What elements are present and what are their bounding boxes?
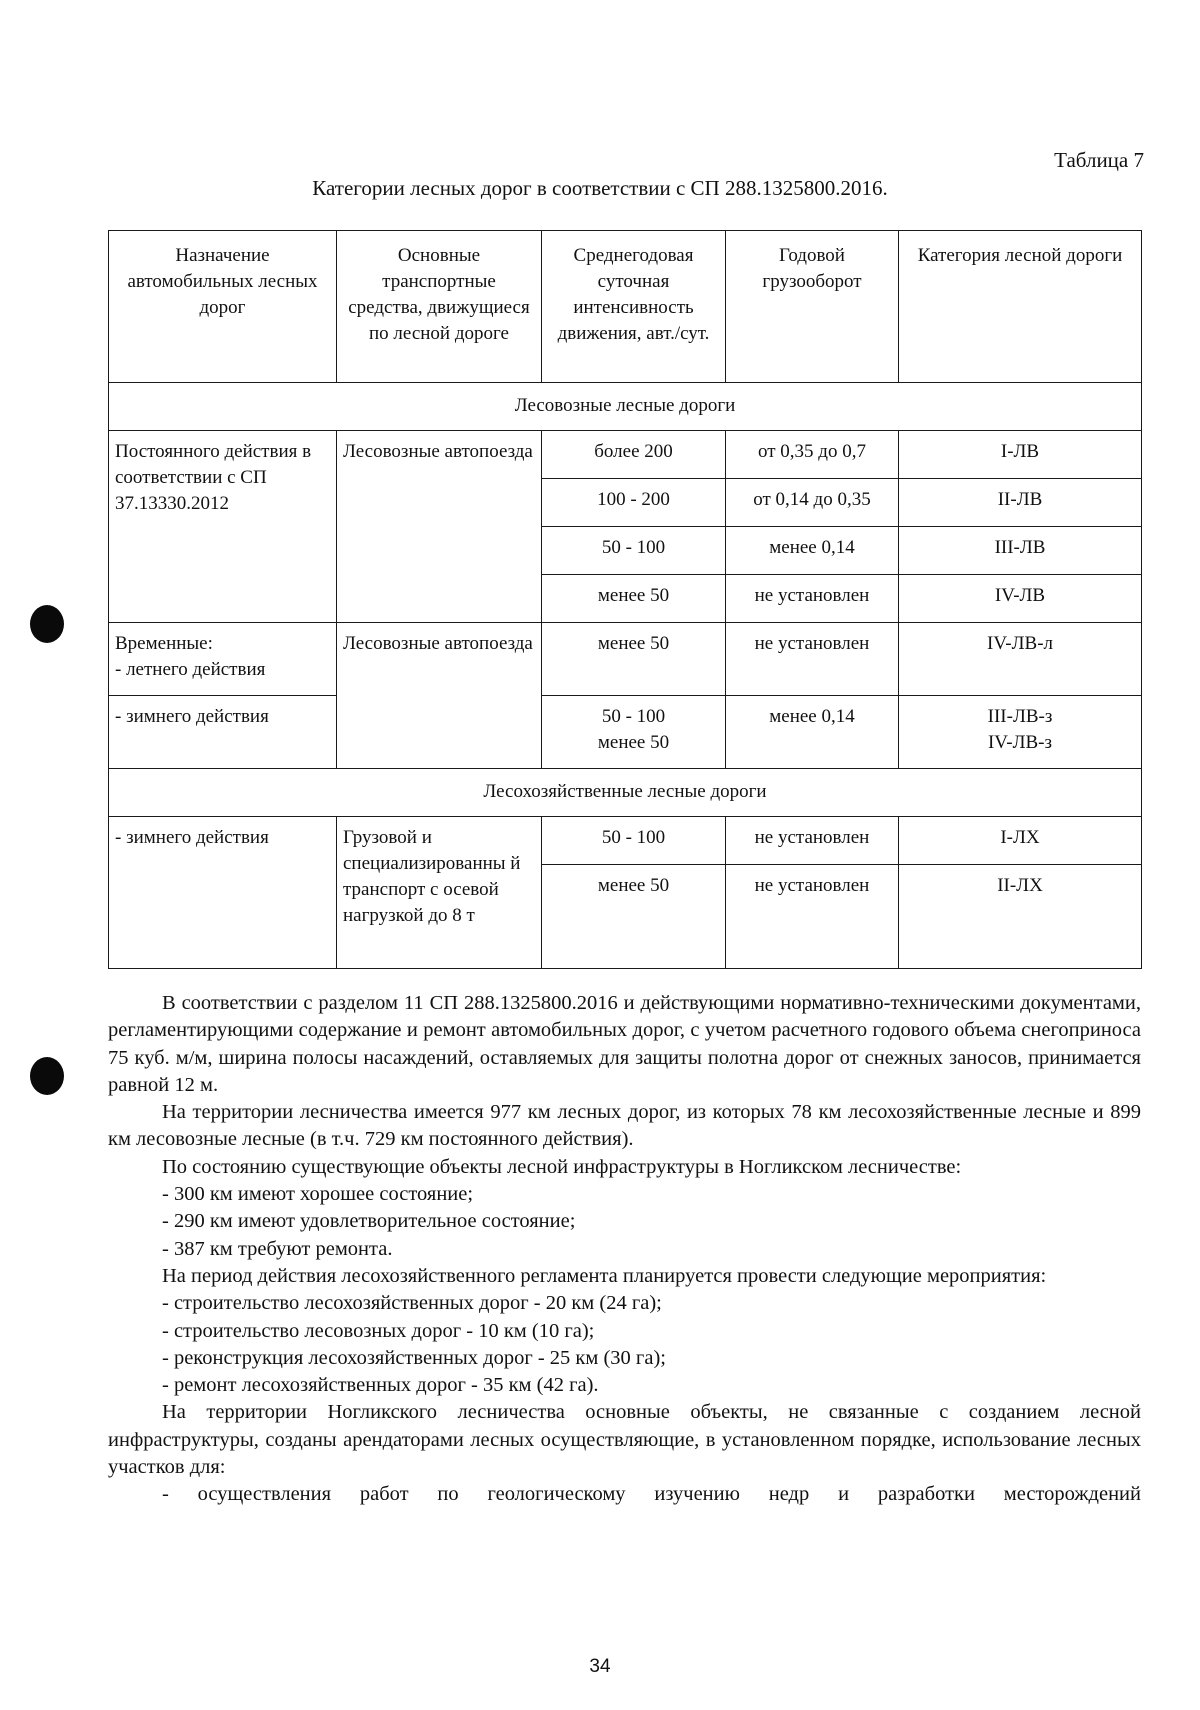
cell-category: IV-ЛВ-л xyxy=(899,623,1142,696)
section-row xyxy=(109,769,1142,817)
cell-category: I-ЛХ xyxy=(899,817,1142,865)
list-item: - ремонт лесохозяйственных дорог - 35 км (42 га). xyxy=(162,1374,599,1397)
cell-intensity: менее 50 xyxy=(542,575,726,623)
cell-purpose: - зимнего действия xyxy=(109,696,337,769)
punch-hole xyxy=(30,1057,64,1095)
cell-intensity: 100 - 200 xyxy=(542,479,726,527)
cell-freight: от 0,14 до 0,35 xyxy=(726,479,899,527)
intensity-line: 50 - 100 xyxy=(601,706,666,727)
page-number: 34 xyxy=(589,1656,611,1677)
purpose-temporary: Временные: xyxy=(115,633,213,654)
cell-category xyxy=(899,696,1142,769)
cell-freight: не установлен xyxy=(726,865,899,969)
header-intensity: Среднегодовая суточная интенсивность движения, авт./сут. xyxy=(542,231,726,383)
paragraph: На территории Ногликского лесничества основные объекты, не связанные с созданием лесной инфраструктуры, созданы арендаторами лесных осуществляющие, в установленном порядке, использование лесных участков для: xyxy=(108,1401,1141,1479)
list-item: - 300 км имеют хорошее состояние; xyxy=(162,1183,474,1206)
cell-purpose: Постоянного действия в соответствии с СП 37.13330.2012 xyxy=(109,431,337,623)
cell-category: IV-ЛВ xyxy=(899,575,1142,623)
cell-intensity: более 200 xyxy=(542,431,726,479)
table-header-row xyxy=(109,231,1142,383)
body-text xyxy=(108,990,1141,1509)
cell-transport: Грузовой и специализированны й транспорт с осевой нагрузкой до 8 т xyxy=(337,817,542,969)
cell-freight: менее 0,14 xyxy=(726,696,899,769)
intensity-line: менее 50 xyxy=(597,732,670,753)
cell-category: II-ЛХ xyxy=(899,865,1142,969)
list-item: - реконструкция лесохозяйственных дорог - 25 км (30 га); xyxy=(162,1346,666,1369)
list-item: - строительство лесохозяйственных дорог - 20 км (24 га); xyxy=(162,1292,662,1315)
category-line: IV-ЛВ-з xyxy=(987,732,1053,753)
section-forestry-roads: Лесохозяйственные лесные дороги xyxy=(109,769,1142,817)
cell-freight: не установлен xyxy=(726,575,899,623)
cell-intensity: 50 - 100 xyxy=(542,527,726,575)
cell-category: II-ЛВ xyxy=(899,479,1142,527)
table-row xyxy=(109,623,1142,696)
cell-transport: Лесовозные автопоезда xyxy=(337,623,542,769)
header-purpose: Назначение автомобильных лесных дорог xyxy=(109,231,337,383)
cell-category: I-ЛВ xyxy=(899,431,1142,479)
header-transport: Основные транспортные средства, движущиеся по лесной дороге xyxy=(337,231,542,383)
category-line: III-ЛВ-з xyxy=(987,706,1053,727)
cell-transport: Лесовозные автопоезда xyxy=(337,431,542,623)
cell-purpose xyxy=(109,623,337,696)
list-item: - 387 км требуют ремонта. xyxy=(162,1237,393,1260)
paragraph: В соответствии с разделом 11 СП 288.1325800.2016 и действующими нормативно-техническими документами, регламентирующими содержание и ремонт автомобильных дорог, с учетом расчетного годового объема снегоприноса 75 куб. м/м, ширина полосы насаждений, оставляемых для защиты полотна дорог от снежных заносов, принимается равной 12 м. xyxy=(108,992,1141,1096)
cell-purpose: - зимнего действия xyxy=(109,817,337,969)
cell-intensity: менее 50 xyxy=(542,623,726,696)
cell-freight: менее 0,14 xyxy=(726,527,899,575)
section-logging-roads: Лесовозные лесные дороги xyxy=(109,383,1142,431)
cell-freight: не установлен xyxy=(726,817,899,865)
purpose-summer: - летнего действия xyxy=(115,659,266,680)
list-item: - осуществления работ по геологическому изучению недр и разработки месторождений xyxy=(162,1483,1141,1506)
paragraph: На территории лесничества имеется 977 км лесных дорог, из которых 78 км лесохозяйственные лесные и 899 км лесовозные лесные (в т.ч. 729 км постоянного действия). xyxy=(108,1101,1141,1151)
list-item: - 290 км имеют удовлетворительное состояние; xyxy=(162,1210,576,1233)
cell-intensity: менее 50 xyxy=(542,865,726,969)
road-categories-table xyxy=(108,230,1142,969)
header-freight: Годовой грузооборот xyxy=(726,231,899,383)
paragraph: По состоянию существующие объекты лесной инфраструктуры в Ногликском лесничестве: xyxy=(162,1155,962,1178)
punch-hole xyxy=(30,605,64,643)
cell-intensity xyxy=(542,696,726,769)
table-row xyxy=(109,431,1142,479)
table-title: Категории лесных дорог в соответствии с СП 288.1325800.2016. xyxy=(312,176,888,200)
table-number: Таблица 7 xyxy=(1054,148,1144,172)
section-row xyxy=(109,383,1142,431)
table-row xyxy=(109,817,1142,865)
cell-intensity: 50 - 100 xyxy=(542,817,726,865)
cell-freight: не установлен xyxy=(726,623,899,696)
cell-freight: от 0,35 до 0,7 xyxy=(726,431,899,479)
table-row xyxy=(109,696,1142,769)
cell-category: III-ЛВ xyxy=(899,527,1142,575)
paragraph: На период действия лесохозяйственного регламента планируется провести следующие мероприятия: xyxy=(162,1264,1047,1287)
list-item: - строительство лесовозных дорог - 10 км (10 га); xyxy=(162,1319,595,1342)
header-category: Категория лесной дороги xyxy=(899,231,1142,383)
